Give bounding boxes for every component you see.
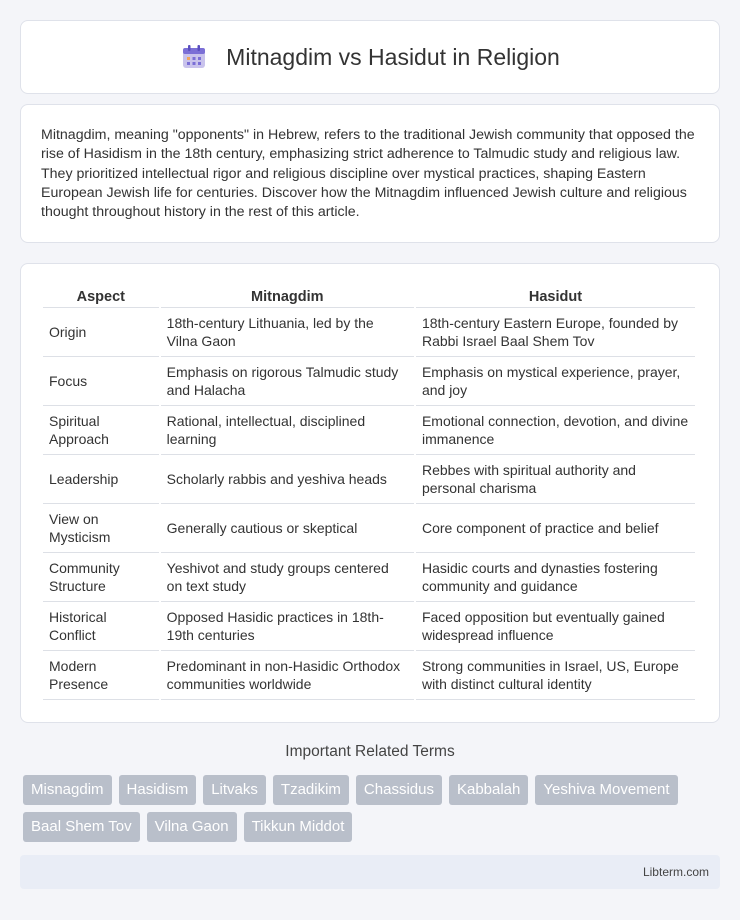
cell-aspect: Modern Presence <box>43 651 159 700</box>
table-row <box>43 602 695 651</box>
cell-hasidut: Hasidic courts and dynasties fostering community and guidance <box>416 553 695 602</box>
cell-aspect: View on Mysticism <box>43 504 159 553</box>
tag-litvaks[interactable]: Litvaks <box>203 775 266 805</box>
related-terms-title: Important Related Terms <box>285 743 455 760</box>
tag-tikkun-middot[interactable]: Tikkun Middot <box>244 812 353 842</box>
cell-hasidut: Rebbes with spiritual authority and personal charisma <box>416 455 695 504</box>
header-aspect: Aspect <box>43 284 159 308</box>
cell-mitnagdim: 18th-century Lithuania, led by the Vilna Gaon <box>161 308 414 357</box>
cell-hasidut: Strong communities in Israel, US, Europe with distinct cultural identity <box>416 651 695 700</box>
page-title: Mitnagdim vs Hasidut in Religion <box>226 43 560 70</box>
tag-baal-shem-tov[interactable]: Baal Shem Tov <box>23 812 140 842</box>
cell-aspect: Focus <box>43 357 159 406</box>
tag-vilna-gaon[interactable]: Vilna Gaon <box>147 812 237 842</box>
calendar-icon <box>180 43 208 71</box>
comparison-table <box>41 284 697 700</box>
table-row <box>43 651 695 700</box>
intro-paragraph: Mitnagdim, meaning "opponents" in Hebrew, refers to the traditional Jewish community that opposed the rise of Hasidism in the 18th century, emphasizing strict adherence to Talmudic study and religious law. They prioritized intellectual rigor and religious discipline over mystical practices, shaping Eastern European Jewish life for centuries. Discover how the Mitnagdim influenced Jewish culture and religious thought throughout history in the rest of this article. <box>41 127 695 221</box>
cell-mitnagdim: Predominant in non-Hasidic Orthodox communities worldwide <box>161 651 414 700</box>
tag-kabbalah[interactable]: Kabbalah <box>449 775 528 805</box>
header-hasidut: Hasidut <box>416 284 695 308</box>
related-tags <box>23 775 723 842</box>
table-row <box>43 406 695 455</box>
cell-mitnagdim: Emphasis on rigorous Talmudic study and Halacha <box>161 357 414 406</box>
cell-mitnagdim: Opposed Hasidic practices in 18th-19th centuries <box>161 602 414 651</box>
tag-hasidism[interactable]: Hasidism <box>119 775 197 805</box>
cell-hasidut: 18th-century Eastern Europe, founded by Rabbi Israel Baal Shem Tov <box>416 308 695 357</box>
table-row <box>43 455 695 504</box>
table-row <box>43 357 695 406</box>
cell-hasidut: Faced opposition but eventually gained widespread influence <box>416 602 695 651</box>
title-card <box>20 20 720 94</box>
cell-hasidut: Emotional connection, devotion, and divine immanence <box>416 406 695 455</box>
table-header-row <box>43 284 695 308</box>
intro-card <box>20 104 720 243</box>
cell-aspect: Spiritual Approach <box>43 406 159 455</box>
cell-aspect: Leadership <box>43 455 159 504</box>
title-wrap <box>180 43 560 71</box>
comparison-card <box>20 263 720 723</box>
cell-mitnagdim: Scholarly rabbis and yeshiva heads <box>161 455 414 504</box>
cell-mitnagdim: Rational, intellectual, disciplined learning <box>161 406 414 455</box>
cell-aspect: Historical Conflict <box>43 602 159 651</box>
cell-hasidut: Core component of practice and belief <box>416 504 695 553</box>
cell-mitnagdim: Generally cautious or skeptical <box>161 504 414 553</box>
table-row <box>43 553 695 602</box>
cell-aspect: Origin <box>43 308 159 357</box>
cell-mitnagdim: Yeshivot and study groups centered on text study <box>161 553 414 602</box>
cell-hasidut: Emphasis on mystical experience, prayer, and joy <box>416 357 695 406</box>
cell-aspect: Community Structure <box>43 553 159 602</box>
tag-chassidus[interactable]: Chassidus <box>356 775 442 805</box>
table-row <box>43 504 695 553</box>
footer <box>20 855 720 889</box>
footer-link[interactable]: Libterm.com <box>642 865 709 879</box>
header-mitnagdim: Mitnagdim <box>161 284 414 308</box>
tag-yeshiva-movement[interactable]: Yeshiva Movement <box>535 775 677 805</box>
table-row <box>43 308 695 357</box>
tag-misnagdim[interactable]: Misnagdim <box>23 775 112 805</box>
tag-tzadikim[interactable]: Tzadikim <box>273 775 349 805</box>
